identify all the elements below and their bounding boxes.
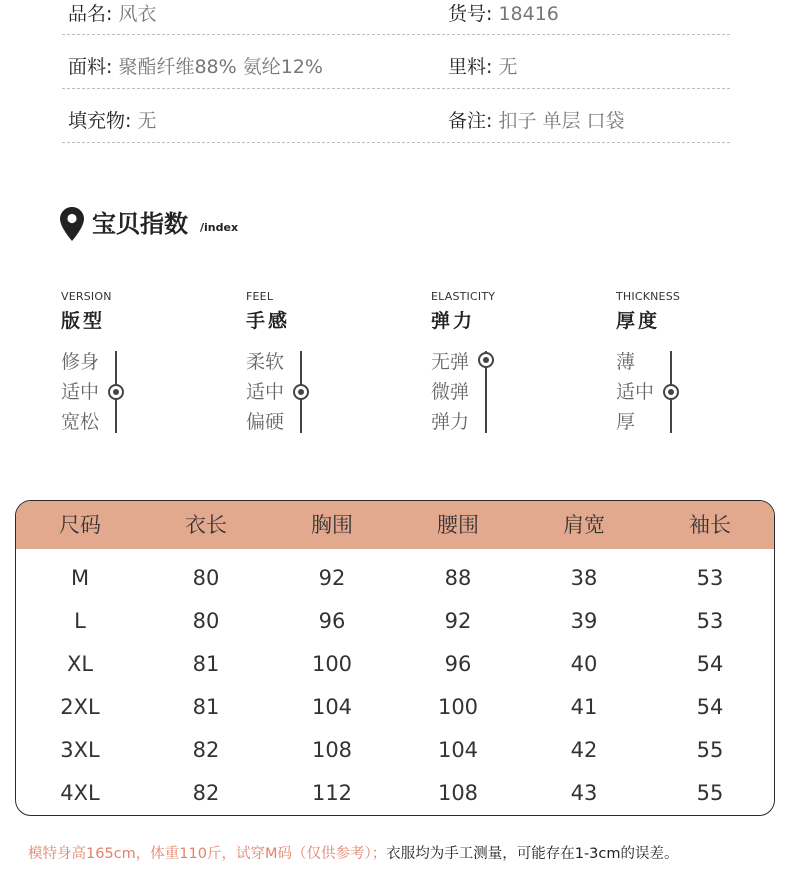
table-cell: 54 (696, 695, 724, 719)
table-cell: 53 (696, 566, 724, 590)
table-cell: 4XL (60, 781, 100, 805)
index-indicator-dot (108, 384, 124, 400)
table-cell: 41 (570, 695, 598, 719)
table-cell: 108 (311, 738, 353, 762)
table-cell: 42 (570, 738, 598, 762)
table-cell: 100 (311, 652, 353, 676)
table-cell: 81 (192, 652, 220, 676)
table-cell: 100 (437, 695, 479, 719)
table-cell: 82 (192, 738, 220, 762)
table-cell: 108 (437, 781, 479, 805)
table-cell: 43 (570, 781, 598, 805)
measurement-note: 衣服均为手工测量，可能存在1-3cm的误差。 (386, 846, 679, 862)
table-cell: 80 (192, 609, 220, 633)
index-label-cn: 手感 (246, 310, 291, 332)
table-row (16, 643, 774, 686)
index-option: 弹力 (431, 411, 470, 433)
section-heading: 宝贝指数 (92, 210, 188, 238)
index-label-cn: 弹力 (431, 310, 476, 332)
table-cell: 96 (444, 652, 472, 676)
table-cell: 112 (311, 781, 353, 805)
attribute-row (62, 109, 730, 132)
divider (62, 34, 730, 35)
index-option: 宽松 (61, 411, 100, 433)
attribute-row (62, 2, 730, 25)
column-header: 尺码 (59, 513, 101, 537)
table-cell: M (70, 566, 90, 590)
index-elasticity (431, 290, 551, 440)
index-option: 柔软 (246, 351, 285, 373)
table-cell: 96 (318, 609, 346, 633)
index-option: 薄 (616, 351, 636, 373)
table-cell: 81 (192, 695, 220, 719)
index-version (61, 290, 181, 440)
table-cell: 54 (696, 652, 724, 676)
index-option: 修身 (61, 351, 100, 373)
attribute-key: 货号: (448, 3, 493, 25)
attribute-key: 备注: (448, 110, 493, 132)
table-row (16, 686, 774, 729)
table-cell: 88 (444, 566, 472, 590)
column-header: 肩宽 (563, 513, 605, 537)
column-header: 胸围 (311, 513, 353, 537)
index-option: 适中 (61, 381, 100, 403)
column-header: 腰围 (437, 513, 479, 537)
table-cell: 55 (696, 781, 724, 805)
index-feel (246, 290, 366, 440)
index-label-en: VERSION (61, 290, 112, 303)
attribute-key: 填充物: (68, 110, 132, 132)
size-table-header (16, 501, 774, 549)
table-cell: XL (66, 652, 94, 676)
table-cell: 39 (570, 609, 598, 633)
table-row (16, 600, 774, 643)
table-row (16, 772, 774, 815)
table-cell: 92 (318, 566, 346, 590)
attribute-value: 无 (498, 56, 518, 78)
index-label-cn: 版型 (61, 310, 106, 332)
index-option: 偏硬 (246, 411, 285, 433)
index-option: 适中 (246, 381, 285, 403)
table-cell: 104 (311, 695, 353, 719)
section-subheading: /index (200, 221, 239, 234)
divider (62, 142, 730, 143)
index-label-en: ELASTICITY (431, 290, 496, 303)
table-cell: 80 (192, 566, 220, 590)
column-header: 袖长 (689, 513, 731, 537)
size-footnote (28, 844, 679, 864)
table-cell: L (74, 609, 86, 633)
index-indicator-dot (293, 384, 309, 400)
attribute-value: 18416 (498, 3, 559, 25)
model-reference-note: 模特身高165cm，体重110斤，试穿M码（仅供参考）； (28, 846, 387, 862)
attribute-value: 聚酯纤维88% 氨纶12% (118, 56, 323, 78)
table-cell: 104 (437, 738, 479, 762)
table-row (16, 729, 774, 772)
column-header: 衣长 (185, 513, 227, 537)
index-indicator-dot (663, 384, 679, 400)
attribute-cell (68, 55, 323, 79)
size-table (15, 500, 775, 816)
attribute-cell (68, 109, 156, 133)
divider (62, 88, 730, 89)
attribute-cell (448, 109, 625, 133)
attribute-cell (448, 2, 559, 26)
attribute-row (62, 55, 730, 78)
table-cell: 53 (696, 609, 724, 633)
location-pin-icon (60, 207, 84, 241)
attribute-value: 无 (137, 110, 157, 132)
attribute-value: 风衣 (118, 3, 157, 25)
attribute-value: 扣子 单层 口袋 (498, 110, 625, 132)
table-cell: 38 (570, 566, 598, 590)
table-cell: 3XL (60, 738, 100, 762)
table-cell: 40 (570, 652, 598, 676)
index-thickness (616, 290, 736, 440)
index-option: 微弹 (431, 381, 470, 403)
table-cell: 55 (696, 738, 724, 762)
index-label-cn: 厚度 (616, 310, 661, 332)
attribute-cell (68, 2, 156, 26)
index-option: 适中 (616, 381, 655, 403)
table-cell: 2XL (60, 695, 100, 719)
attribute-key: 里料: (448, 56, 493, 78)
index-label-en: FEEL (246, 290, 274, 303)
attribute-key: 面料: (68, 56, 113, 78)
index-option: 厚 (616, 411, 636, 433)
attribute-cell (448, 55, 517, 79)
table-row (16, 557, 774, 600)
index-option: 无弹 (431, 351, 470, 373)
table-cell: 82 (192, 781, 220, 805)
index-indicator-dot (478, 352, 494, 368)
index-label-en: THICKNESS (616, 290, 681, 303)
attribute-key: 品名: (68, 3, 113, 25)
table-cell: 92 (444, 609, 472, 633)
